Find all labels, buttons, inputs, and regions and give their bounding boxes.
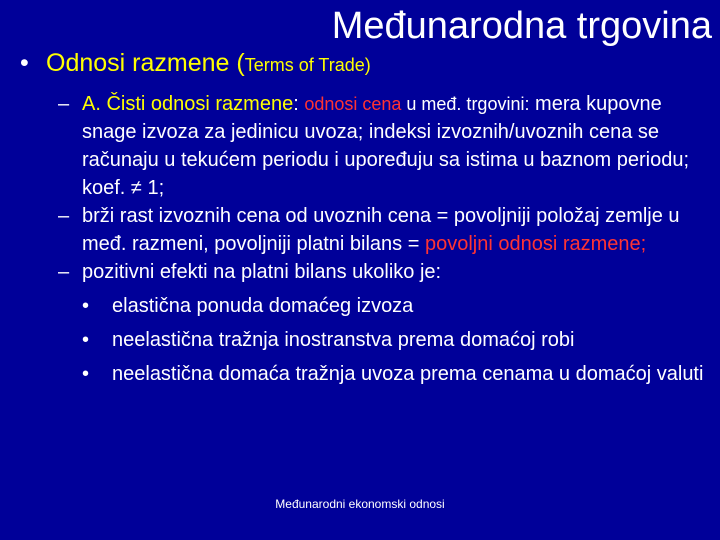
pure-terms-colon: :: [293, 93, 305, 115]
sublist-item: [58, 360, 710, 388]
level1-bullet-item: [20, 48, 371, 80]
price-growth-text: brži rast izvoznih cena od uvoznih cena = povoljniji položaj zemlje u međ. razmeni, povoljniji platni bilans =: [82, 205, 680, 255]
bullet-icon: •: [20, 49, 29, 77]
sublist-item-text: elastična ponuda domaćeg izvoza: [112, 295, 414, 317]
pure-terms-suffix: u međ. trgovini:: [401, 94, 530, 114]
pure-terms-heading: A. Čisti odnosi razmene: [82, 93, 294, 115]
dash-icon: –: [58, 205, 70, 227]
sublist-item: [58, 292, 710, 320]
sublist-item-text: neelastična tražnja inostranstva prema domaćoj robi: [112, 329, 575, 351]
dash-icon: –: [58, 261, 70, 283]
price-growth-highlight: povoljni odnosi razmene;: [424, 233, 647, 255]
list-item-positive-effects: [58, 258, 710, 286]
slide-title: Međunarodna trgovina: [331, 5, 712, 47]
level1-heading: Odnosi razmene (: [46, 49, 245, 77]
sublist-item: [58, 326, 710, 354]
list-item-price-growth: [58, 202, 710, 258]
sublist-item-text: neelastična domaća tražnja uvoza prema cenama u domaćoj valuti: [112, 363, 704, 385]
bullet-icon: •: [82, 295, 90, 317]
content-body: [58, 90, 710, 388]
level1-heading-paren: Terms of Trade): [244, 55, 371, 75]
pure-terms-definition: mera kupovne snage izvoza za jedinicu uvoza; indeksi izvoznih/uvoznih cena se računaju u tekućem periodu i upoređuju sa istima u baznom periodu; koef. ≠ 1;: [82, 93, 690, 199]
positive-effects-sublist: [58, 292, 710, 388]
slide-footer: Međunarodni ekonomski odnosi: [275, 497, 445, 511]
dash-icon: –: [58, 93, 70, 115]
bullet-icon: •: [82, 363, 90, 385]
positive-effects-text: pozitivni efekti na platni bilans ukoliko je:: [82, 261, 442, 283]
list-item-pure-terms: [58, 90, 710, 202]
pure-terms-highlight: odnosi cena: [304, 94, 402, 114]
bullet-icon: •: [82, 329, 90, 351]
